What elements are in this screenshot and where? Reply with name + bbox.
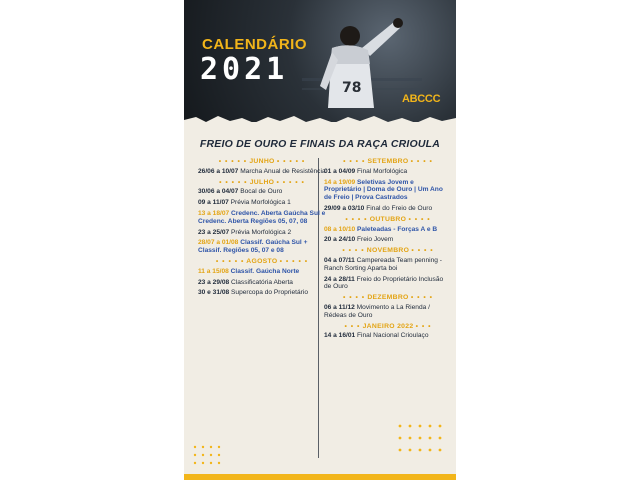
event-date: 04 a 07/11 bbox=[324, 256, 355, 264]
calendar-year: 2021 bbox=[200, 52, 289, 87]
event-date: 30/06 a 04/07 bbox=[198, 188, 239, 196]
left-column bbox=[198, 158, 326, 300]
right-column bbox=[324, 158, 452, 343]
event-name: Classif. Gaúcha Sul + Classif. Regiões 05, 07 e 08 bbox=[198, 239, 308, 255]
poster-heading: FREIO DE OURO E FINAIS DA RAÇA CRIOULA bbox=[199, 138, 441, 150]
event-name: Supercopa do Proprietário bbox=[231, 289, 308, 297]
decorative-dots-left bbox=[192, 444, 232, 468]
event-name: Classif. Gaúcha Norte bbox=[230, 267, 300, 275]
event-name: Classificatória Aberta bbox=[231, 278, 293, 286]
bottom-accent-bar bbox=[184, 474, 456, 480]
event-name: Prévia Morfológica 2 bbox=[231, 228, 292, 236]
event-item bbox=[198, 188, 326, 196]
month-header-outubro: • • • • OUTUBRO • • • • bbox=[345, 215, 431, 223]
month-header-novembro: • • • • NOVEMBRO • • • • bbox=[342, 247, 434, 255]
event-date: 20 a 24/10 bbox=[324, 236, 356, 244]
jersey-number: 78 bbox=[342, 80, 362, 96]
calendar-poster bbox=[184, 0, 456, 480]
event-name: Credenc. Aberta Gaúcha Sul e Credenc. Aberta Regiões 05, 07, 08 bbox=[198, 209, 326, 225]
event-item bbox=[198, 229, 326, 237]
event-date: 23 a 25/07 bbox=[198, 228, 230, 236]
abccc-logo: ABCCC bbox=[402, 93, 441, 105]
event-date: 14 a 16/01 bbox=[324, 332, 356, 340]
event-name: Movimento a La Rienda / Rédeas de Ouro bbox=[324, 303, 430, 319]
event-item-highlight bbox=[198, 268, 326, 276]
event-item bbox=[324, 168, 452, 176]
event-name: Final do Freio de Ouro bbox=[366, 204, 433, 212]
month-header-janeiro: • • • JANEIRO 2022 • • • bbox=[344, 322, 432, 330]
calendar-title: CALENDÁRIO bbox=[202, 36, 307, 53]
event-date: 13 a 18/07 bbox=[198, 209, 230, 217]
event-item bbox=[324, 304, 452, 320]
event-item-highlight bbox=[198, 239, 326, 255]
event-date: 24 a 28/11 bbox=[324, 275, 355, 283]
event-name: Paleteadas - Forças A e B bbox=[357, 225, 438, 233]
event-name: Bocal de Ouro bbox=[240, 188, 283, 196]
event-item-highlight bbox=[324, 179, 452, 202]
event-date: 29/09 a 03/10 bbox=[324, 204, 365, 212]
event-date: 14 a 19/09 bbox=[324, 178, 356, 186]
decorative-dots-right bbox=[396, 422, 452, 462]
event-item bbox=[324, 276, 452, 292]
event-item bbox=[198, 289, 326, 297]
event-item bbox=[324, 236, 452, 244]
month-header-agosto: • • • • • AGOSTO • • • • • bbox=[215, 257, 309, 265]
event-date: 11 a 15/08 bbox=[198, 267, 229, 275]
event-item-highlight bbox=[324, 226, 452, 234]
month-header-junho: • • • • • JUNHO • • • • • bbox=[218, 158, 306, 165]
event-date: 08 a 10/10 bbox=[324, 225, 356, 233]
event-item bbox=[198, 168, 326, 176]
event-item-highlight bbox=[198, 210, 326, 226]
event-name: Freio do Proprietário Inclusão de Ouro bbox=[324, 275, 444, 291]
hero-banner bbox=[184, 0, 456, 122]
event-name: Prévia Morfológica 1 bbox=[230, 199, 291, 207]
event-name: Final Nacional Crioulaço bbox=[357, 332, 429, 340]
month-header-dezembro: • • • • DEZEMBRO • • • • bbox=[342, 294, 434, 302]
event-date: 23 a 29/08 bbox=[198, 278, 230, 286]
event-name: Freio Jovem bbox=[357, 236, 394, 244]
event-name: Campereada Team penning - Ranch Sorting Aparta boi bbox=[324, 256, 442, 272]
event-item bbox=[198, 199, 326, 207]
event-name: Seletivas Jovem e Proprietário | Doma de Ouro | Um Ano de Freio | Prova Castrados bbox=[324, 178, 443, 202]
event-name: Final Morfológica bbox=[357, 167, 408, 175]
event-date: 01 a 04/09 bbox=[324, 167, 356, 175]
event-date: 28/07 a 01/08 bbox=[198, 239, 239, 247]
event-name: Marcha Anual de Resistência bbox=[240, 167, 326, 175]
event-date: 26/06 a 10/07 bbox=[198, 167, 239, 175]
event-item bbox=[324, 205, 452, 213]
event-item bbox=[324, 257, 452, 273]
month-header-julho: • • • • • JULHO • • • • • bbox=[219, 178, 305, 186]
event-date: 06 a 11/12 bbox=[324, 303, 355, 311]
event-date: 09 a 11/07 bbox=[198, 199, 229, 207]
event-item bbox=[198, 279, 326, 287]
month-header-setembro: • • • • SETEMBRO • • • • bbox=[343, 158, 433, 165]
event-item bbox=[324, 332, 452, 340]
torn-paper-edge bbox=[184, 112, 456, 132]
event-date: 30 e 31/08 bbox=[198, 289, 230, 297]
